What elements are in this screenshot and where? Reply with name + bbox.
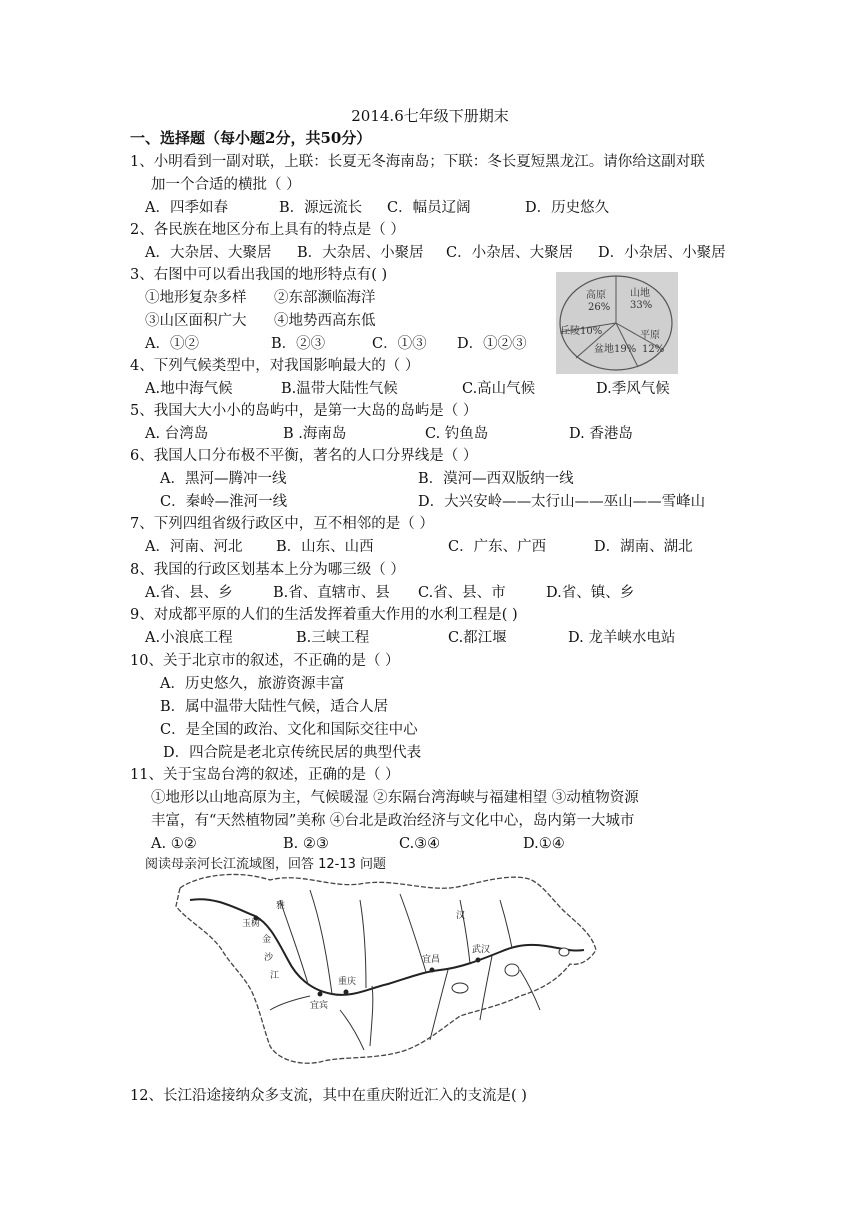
map-label-jiang: 江 xyxy=(270,971,280,981)
q7-option-b: B．山东、山西 xyxy=(276,539,374,555)
map-label-chongqing: 重庆 xyxy=(338,977,357,987)
map-label-yushu: 玉树 xyxy=(242,919,261,929)
q7-stem: 7、下列四组省级行政区中，互不相邻的是（ ） xyxy=(130,516,434,532)
q8-option-b: B.省、直辖市、县 xyxy=(273,585,390,601)
q6-option-a: A．黑河—腾冲一线 xyxy=(160,471,287,487)
map-label-sha: 沙 xyxy=(264,953,274,963)
pie-label-gaoyuan-pct: 26% xyxy=(588,302,611,313)
q4-option-a: A.地中海气候 xyxy=(145,381,233,397)
q3-statement-4: ④地势西高东低 xyxy=(274,313,376,329)
q7-option-d: D．湖南、湖北 xyxy=(594,539,693,555)
q8-stem: 8、我国的行政区划基本上分为哪三级（ ） xyxy=(130,562,405,578)
city-marker xyxy=(476,958,481,963)
q3-stem: 3、右图中可以看出我国的地形特点有( ) xyxy=(130,267,388,283)
yangtze-main-stream xyxy=(190,899,584,995)
q3-option-b: B．②③ xyxy=(271,336,326,352)
q12-stem: 12、长江沿途接纳众多支流，其中在重庆附近汇入的支流是( ) xyxy=(130,1088,527,1104)
tributary-line xyxy=(370,986,373,1046)
pie-label-pingyuan-pct: 12% xyxy=(642,344,665,355)
map-label-han: 汉 xyxy=(456,911,466,921)
q2-stem: 2、各民族在地区分布上具有的特点是（ ） xyxy=(130,222,405,238)
q11-stem: 11、关于宝岛台湾的叙述，正确的是（ ） xyxy=(130,767,400,783)
map-label-jin: 金 xyxy=(262,935,272,945)
q4-option-b: B.温带大陆性气候 xyxy=(281,381,398,397)
q6-option-c: C．秦岭—淮河一线 xyxy=(160,494,288,510)
city-marker xyxy=(318,992,323,997)
tributary-line xyxy=(360,900,366,988)
q4-option-c: C.高山气候 xyxy=(462,381,536,397)
tributary-line xyxy=(270,996,310,1010)
q11-option-a: A. ①② xyxy=(151,836,197,852)
pie-label-shandi-pct: 33% xyxy=(630,300,653,311)
yangtze-map-svg xyxy=(160,860,600,1070)
q11-option-b: B. ②③ xyxy=(283,836,329,852)
q3-statement-2: ②东部濒临海洋 xyxy=(274,290,376,306)
q5-option-a: A. 台湾岛 xyxy=(145,426,209,442)
q10-stem: 10、关于北京市的叙述，不正确的是（ ） xyxy=(130,653,400,669)
q11-option-d: D.①④ xyxy=(523,836,565,852)
map-label-ya: 雅 xyxy=(276,901,286,911)
q8-option-d: D.省、镇、乡 xyxy=(546,585,635,601)
q1-option-c: C．幅员辽阔 xyxy=(387,200,471,216)
q8-option-c: C.省、县、市 xyxy=(418,585,506,601)
pie-label-qiuling: 丘陵10% xyxy=(560,326,603,337)
q3-statement-1: ①地形复杂多样 xyxy=(145,290,247,306)
q2-option-a: A．大杂居、大聚居 xyxy=(145,245,272,261)
q3-option-c: C．①③ xyxy=(372,336,427,352)
q1-stem-line1: 1、小明看到一副对联，上联：长夏无冬海南岛；下联：冬长夏短黑龙江。请你给这副对联 xyxy=(130,154,705,170)
yangtze-basin-map xyxy=(160,860,600,1070)
pie-label-pingyuan: 平原 xyxy=(640,330,660,341)
city-marker xyxy=(344,990,349,995)
lake-shape xyxy=(452,983,468,993)
q1-option-b: B．源远流长 xyxy=(279,200,363,216)
q9-option-a: A.小浪底工程 xyxy=(145,630,233,646)
map-intro: 阅读母亲河长江流域图，回答 12-13 问题 xyxy=(145,857,387,872)
q10-option-d: D．四合院是老北京传统民居的典型代表 xyxy=(163,745,422,761)
pie-label-gaoyuan: 高原 xyxy=(586,290,606,301)
q3-statement-3: ③山区面积广大 xyxy=(145,313,247,329)
q5-option-c: C. 钓鱼岛 xyxy=(425,426,489,442)
q6-option-b: B．漠河—西双版纳一线 xyxy=(418,471,574,487)
q1-option-d: D．历史悠久 xyxy=(525,200,610,216)
lake-shape xyxy=(559,948,569,956)
city-marker xyxy=(430,968,435,973)
tributary-line xyxy=(500,900,512,948)
q7-option-a: A．河南、河北 xyxy=(145,539,243,555)
q10-option-c: C．是全国的政治、文化和国际交往中心 xyxy=(160,722,418,738)
section-heading: 一、选择题（每小题2分，共50分） xyxy=(130,129,372,147)
q10-option-a: A．历史悠久，旅游资源丰富 xyxy=(160,676,345,692)
lake-shape xyxy=(505,964,519,976)
q4-option-d: D.季风气候 xyxy=(596,381,670,397)
pie-label-shandi: 山地 xyxy=(630,288,650,299)
q9-option-b: B.三峡工程 xyxy=(296,630,370,646)
tributary-line xyxy=(430,970,448,1040)
pie-label-pendi: 盆地19% xyxy=(594,344,637,355)
terrain-pie-svg xyxy=(556,272,678,374)
q2-option-d: D．小杂居、小聚居 xyxy=(598,245,726,261)
q5-option-b: B .海南岛 xyxy=(283,426,347,442)
tributary-line xyxy=(460,900,470,964)
tributary-line xyxy=(480,956,492,1020)
page-title: 2014.6七年级下册期末 xyxy=(351,107,509,125)
q11-option-c: C.③④ xyxy=(399,836,441,852)
q2-option-b: B．大杂居、小聚居 xyxy=(297,245,424,261)
q2-option-c: C．小杂居、大聚居 xyxy=(446,245,574,261)
terrain-pie-figure xyxy=(556,272,678,374)
q5-stem: 5、我国大大小小的岛屿中，是第一大岛的岛屿是（ ） xyxy=(130,403,478,419)
q8-option-a: A.省、县、乡 xyxy=(145,585,233,601)
q6-option-d: D．大兴安岭——太行山——巫山——雪峰山 xyxy=(418,494,706,510)
tributary-line xyxy=(310,890,332,994)
q4-stem: 4、下列气候类型中，对我国影响最大的（ ） xyxy=(130,358,420,374)
q1-option-a: A．四季如春 xyxy=(145,200,228,216)
q5-option-d: D. 香港岛 xyxy=(569,426,633,442)
map-label-wuhan: 武汉 xyxy=(472,945,491,955)
q1-stem-line2: 加一个合适的横批（ ） xyxy=(151,177,301,193)
map-label-yichang: 宜昌 xyxy=(422,955,441,965)
tributary-line xyxy=(340,1010,364,1050)
map-label-yibin: 宜宾 xyxy=(310,1001,329,1011)
q9-option-c: C.都江堰 xyxy=(448,630,507,646)
q7-option-c: C．广东、广西 xyxy=(448,539,547,555)
q9-option-d: D. 龙羊峡水电站 xyxy=(568,630,676,646)
q10-option-b: B．属中温带大陆性气候，适合人居 xyxy=(160,699,389,715)
q6-stem: 6、我国人口分布极不平衡，著名的人口分界线是（ ） xyxy=(130,448,478,464)
q11-statements-line1: ①地形以山地高原为主，气候暖湿 ②东隔台湾海峡与福建相望 ③动植物资源 xyxy=(151,790,639,806)
q11-statements-line2: 丰富，有“天然植物园”美称 ④台北是政治经济与文化中心，岛内第一大城市 xyxy=(151,813,635,829)
basin-boundary xyxy=(176,874,596,1063)
q3-option-d: D．①②③ xyxy=(457,336,527,352)
q9-stem: 9、对成都平原的人们的生活发挥着重大作用的水利工程是( ) xyxy=(130,607,518,623)
q3-option-a: A．①② xyxy=(145,336,199,352)
